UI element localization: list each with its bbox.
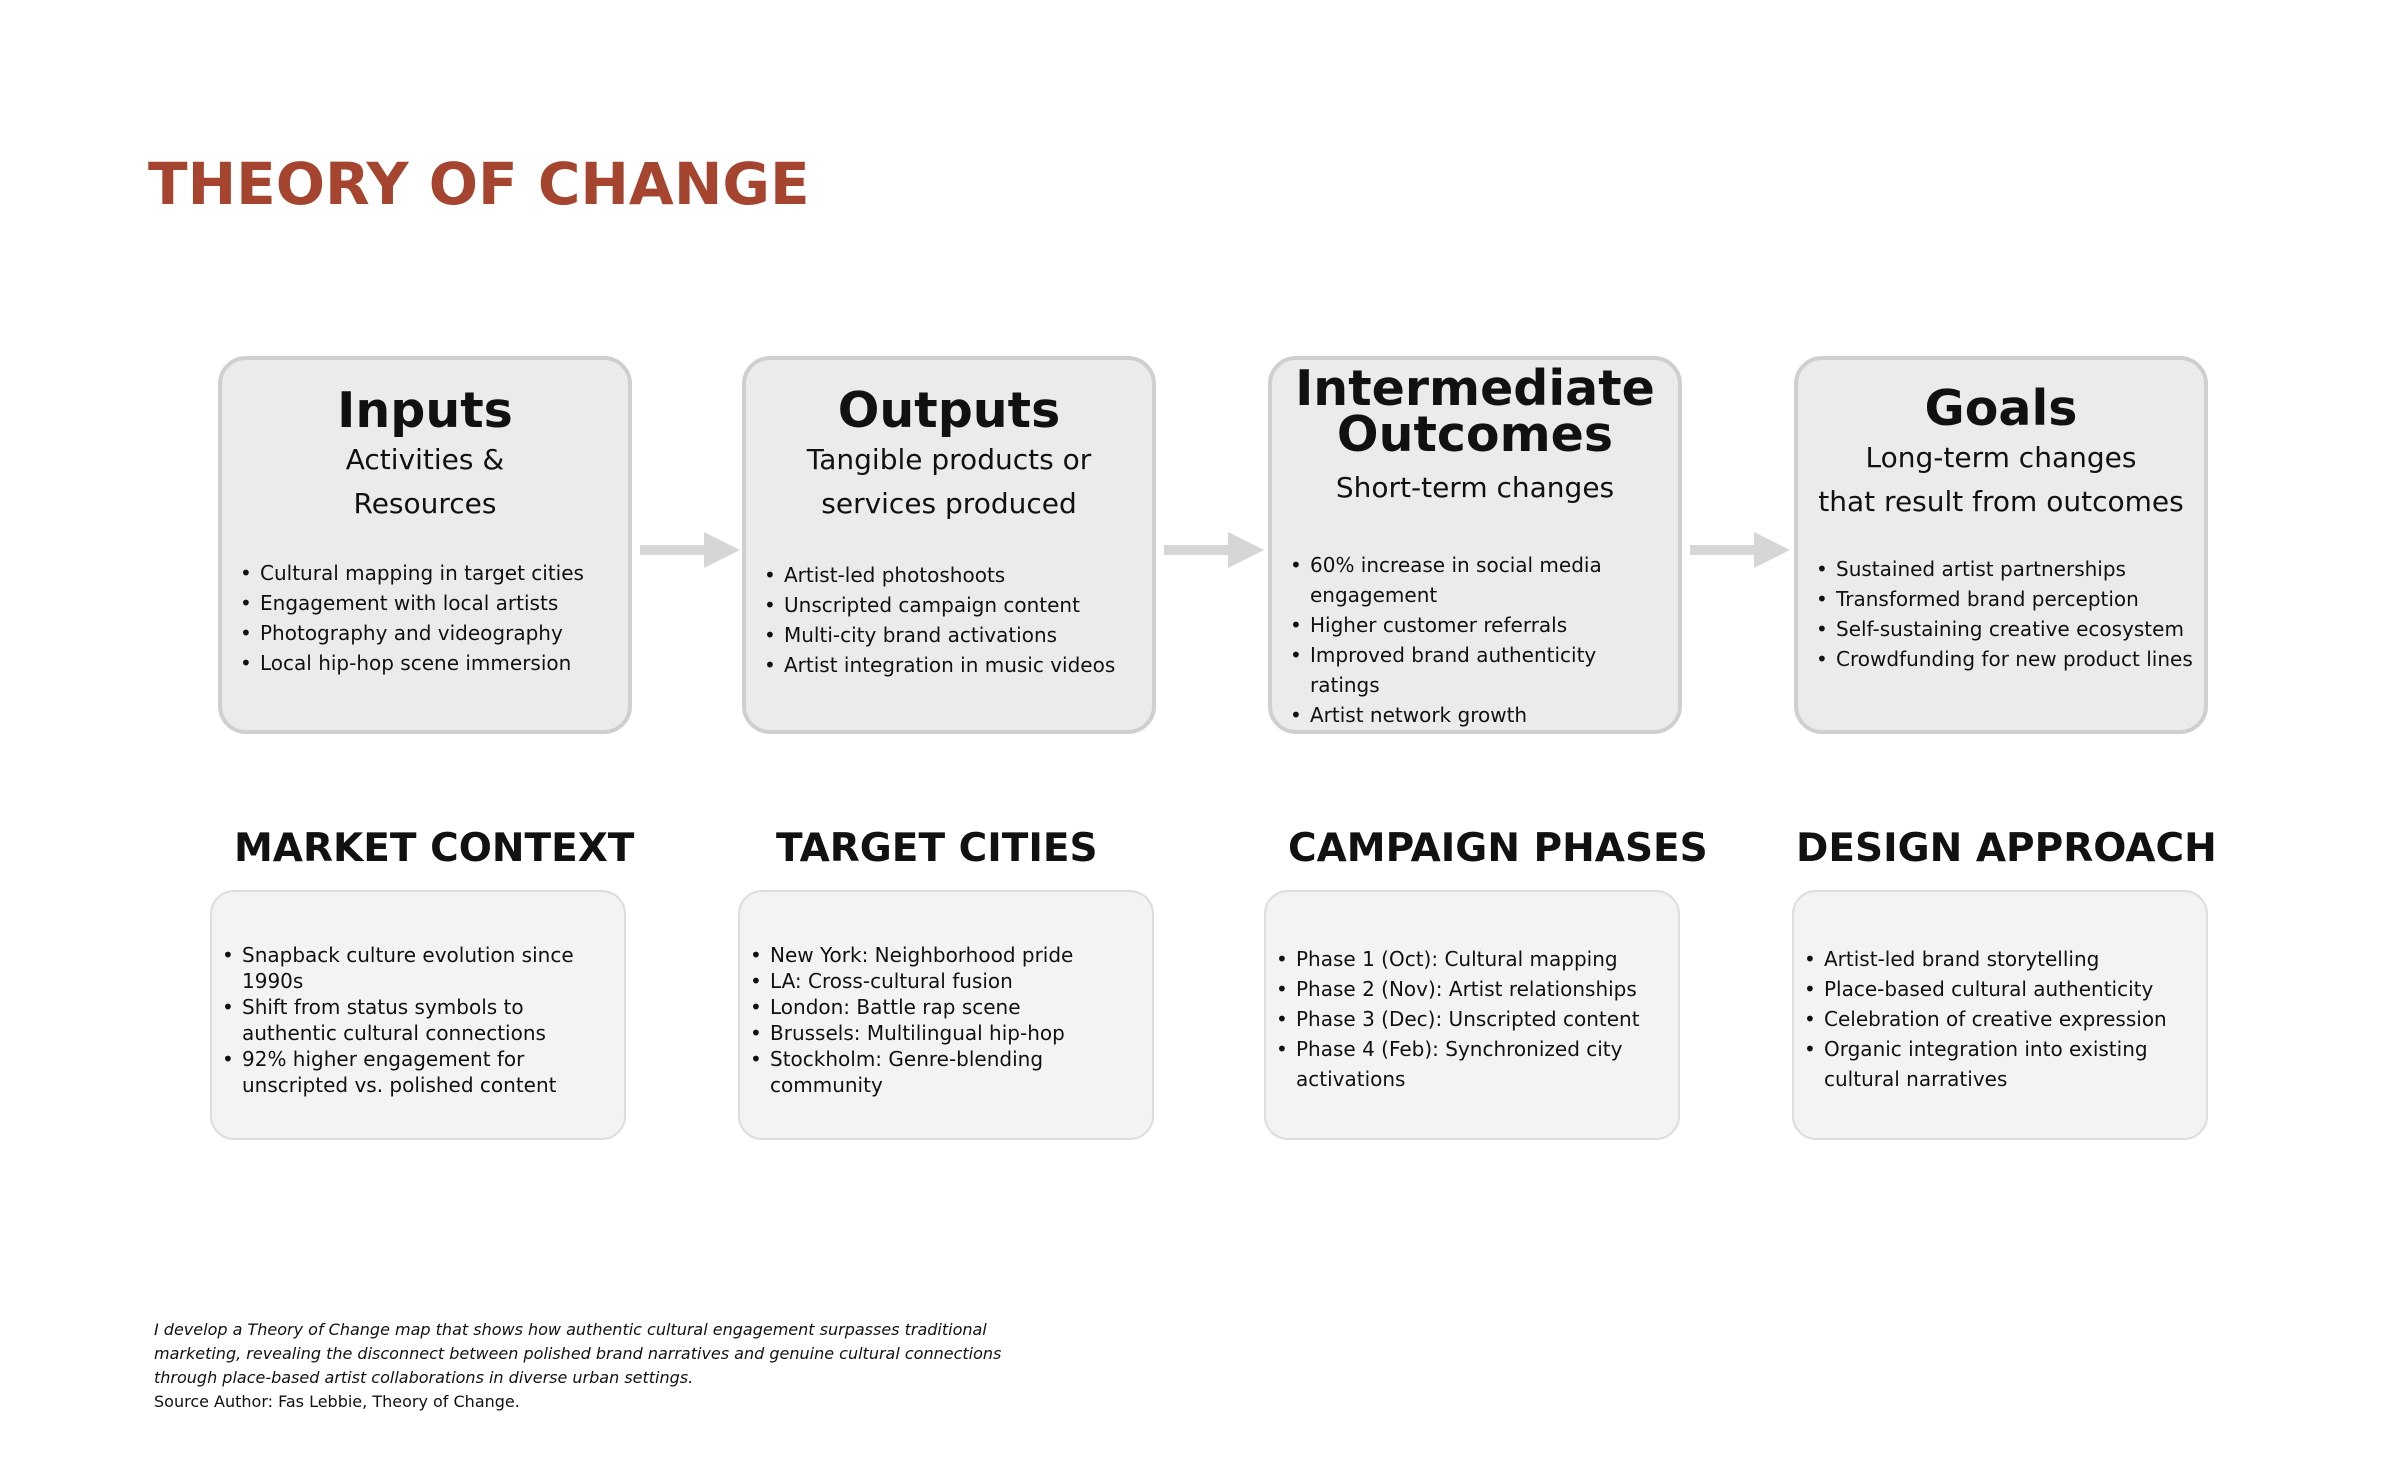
list-item: • Local hip-hop scene immersion	[240, 648, 618, 678]
footer-source: Source Author: Fas Lebbie, Theory of Change.	[154, 1392, 520, 1411]
list-item: • Phase 4 (Feb): Synchronized city activations	[1276, 1034, 1670, 1094]
stage-subtitle-line: Long-term changes	[1865, 441, 2137, 474]
list-item: • Unscripted campaign content	[764, 590, 1142, 620]
list-item: • Cultural mapping in target cities	[240, 558, 618, 588]
stage-item-list	[764, 560, 1142, 680]
list-item: • Improved brand authenticity ratings	[1290, 640, 1668, 700]
context-item-list	[222, 942, 616, 1098]
context-item-list	[1804, 944, 2198, 1094]
stage-subtitle-line: Activities &	[345, 443, 505, 476]
context-item-list	[750, 942, 1144, 1098]
arrow-right-icon	[1690, 530, 1790, 570]
footer-caption-line: I develop a Theory of Change map that shows how authentic cultural engagement surpasses traditional	[154, 1320, 987, 1339]
list-item: • Organic integration into existing cultural narratives	[1804, 1034, 2198, 1094]
list-item: • Phase 2 (Nov): Artist relationships	[1276, 974, 1670, 1004]
stage-box-intermediate-outcomes	[1268, 356, 1682, 734]
list-item: • Phase 3 (Dec): Unscripted content	[1276, 1004, 1670, 1034]
stage-title: Outputs	[837, 382, 1061, 439]
list-item: • Brussels: Multilingual hip-hop	[750, 1020, 1144, 1046]
context-box-phases	[1264, 890, 1680, 1140]
list-item: • London: Battle rap scene	[750, 994, 1144, 1020]
context-item-list	[1276, 944, 1670, 1094]
list-item: • Place-based cultural authenticity	[1804, 974, 2198, 1004]
arrow-right-icon	[640, 530, 740, 570]
stage-item-list	[1816, 554, 2194, 674]
stage-box-goals	[1794, 356, 2208, 734]
list-item: • Snapback culture evolution since 1990s	[222, 942, 616, 994]
footer-caption-line: marketing, revealing the disconnect between polished brand narratives and genuine cultural connections	[154, 1344, 1002, 1363]
stage-title: Goals	[1924, 380, 2078, 437]
list-item: • Crowdfunding for new product lines	[1816, 644, 2194, 674]
list-item: • Multi-city brand activations	[764, 620, 1142, 650]
stage-subtitle-line: Short-term changes	[1335, 471, 1615, 504]
stage-subtitle-line: services produced	[821, 487, 1077, 520]
stage-subtitle-line: Tangible products or	[806, 443, 1092, 476]
list-item: • Shift from status symbols to authentic cultural connections	[222, 994, 616, 1046]
list-item: • Artist-led photoshoots	[764, 560, 1142, 590]
section-heading-market-context: MARKET CONTEXT	[234, 826, 635, 871]
list-item: • Engagement with local artists	[240, 588, 618, 618]
stage-box-inputs	[218, 356, 632, 734]
stage-title: Inputs	[337, 382, 513, 439]
list-item: • Artist network growth	[1290, 700, 1668, 730]
list-item: • Phase 1 (Oct): Cultural mapping	[1276, 944, 1670, 974]
section-heading-design-approach: DESIGN APPROACH	[1796, 826, 2217, 871]
stage-subtitle-line: Resources	[353, 487, 497, 520]
list-item: • Photography and videography	[240, 618, 618, 648]
list-item: • Artist-led brand storytelling	[1804, 944, 2198, 974]
stage-item-list	[240, 558, 618, 678]
list-item: • Artist integration in music videos	[764, 650, 1142, 680]
section-heading-campaign-phases: CAMPAIGN PHASES	[1288, 826, 1708, 871]
footer-caption-line: through place-based artist collaborations in diverse urban settings.	[154, 1368, 694, 1387]
list-item: • 60% increase in social media engagement	[1290, 550, 1668, 610]
list-item: • LA: Cross-cultural fusion	[750, 968, 1144, 994]
section-heading-target-cities: TARGET CITIES	[776, 826, 1098, 871]
arrow-right-icon	[1164, 530, 1264, 570]
context-box-cities	[738, 890, 1154, 1140]
stage-item-list	[1290, 550, 1668, 730]
context-box-market	[210, 890, 626, 1140]
list-item: • New York: Neighborhood pride	[750, 942, 1144, 968]
list-item: • Self-sustaining creative ecosystem	[1816, 614, 2194, 644]
list-item: • Celebration of creative expression	[1804, 1004, 2198, 1034]
list-item: • Higher customer referrals	[1290, 610, 1668, 640]
stage-title-line: Outcomes	[1336, 406, 1614, 463]
list-item: • Sustained artist partnerships	[1816, 554, 2194, 584]
stage-box-outputs	[742, 356, 1156, 734]
list-item: • 92% higher engagement for unscripted vs. polished content	[222, 1046, 616, 1098]
list-item: • Transformed brand perception	[1816, 584, 2194, 614]
page-title: THEORY OF CHANGE	[148, 150, 810, 218]
stage-title-line: Intermediate	[1295, 360, 1655, 417]
list-item: • Stockholm: Genre-blending community	[750, 1046, 1144, 1098]
stage-subtitle-line: that result from outcomes	[1818, 485, 2184, 518]
footer-note	[154, 1318, 1001, 1414]
context-box-design	[1792, 890, 2208, 1140]
